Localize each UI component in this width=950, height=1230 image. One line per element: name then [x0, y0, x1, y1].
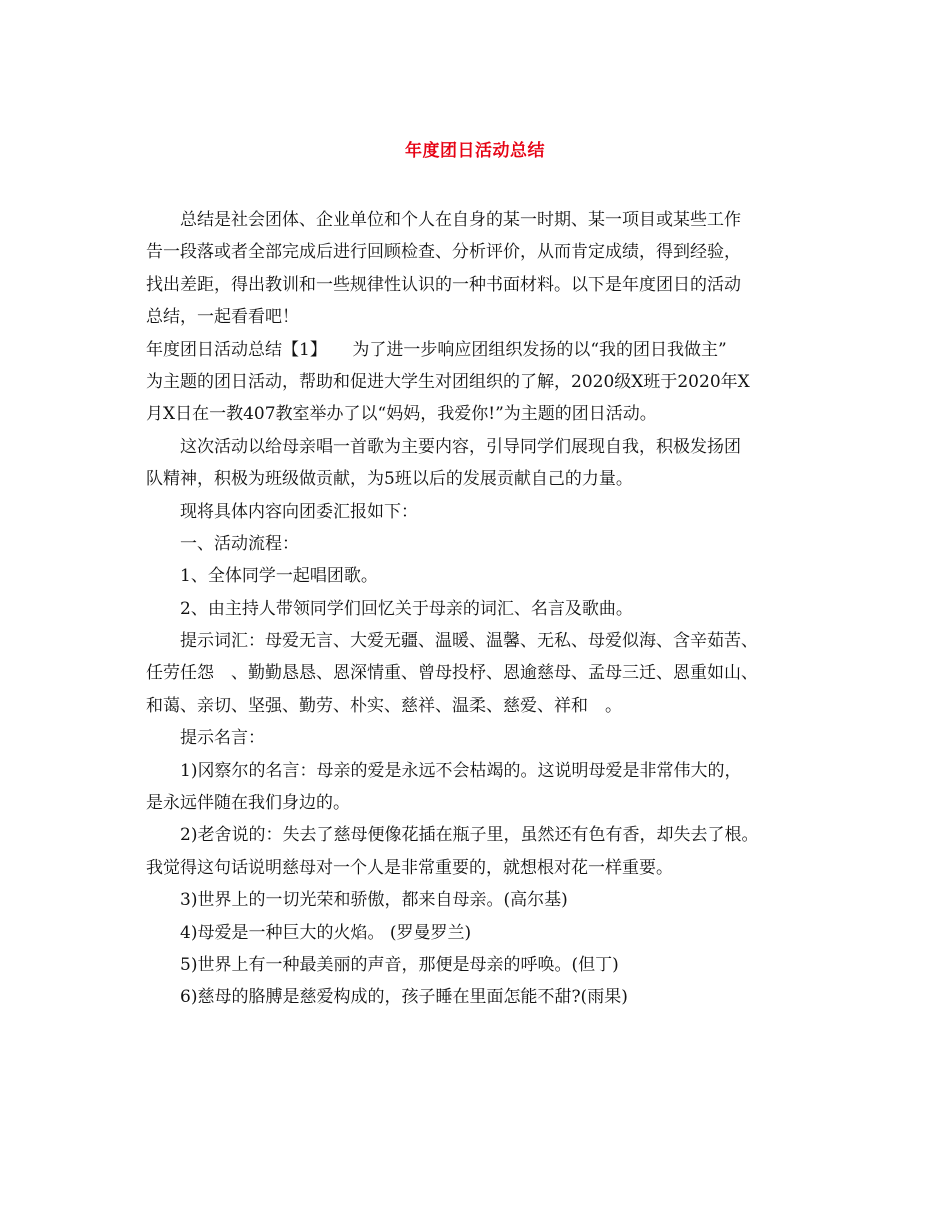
paragraph-line: 总结，一起看看吧！ [146, 307, 299, 328]
document-body [146, 204, 814, 1014]
paragraph-line: 月X日在一教407教室举办了以“妈妈，我爱你!”为主题的团日活动。 [146, 404, 657, 425]
paragraph-line: 2、由主持人带领同学们回忆关于母亲的词汇、名言及歌曲。 [180, 598, 633, 619]
paragraph-line: 我觉得这句话说明慈母对一个人是非常重要的，就想根对花一样重要。 [146, 857, 673, 878]
paragraph-line: 为主题的团日活动，帮助和促进大学生对团组织的了解，2020级X班于2020年X [146, 371, 750, 392]
paragraph-line: 任劳任怨 、勤勤恳恳、恩深情重、曾母投杼、恩逾慈母、孟母三迁、恩重如山、 [146, 663, 758, 684]
paragraph-line: 1)冈察尔的名言：母亲的爱是永远不会枯竭的。这说明母爱是非常伟大的， [180, 760, 742, 781]
paragraph-line: 4)母爱是一种巨大的火焰。 (罗曼罗兰) [180, 922, 472, 943]
paragraph-line: 现将具体内容向团委汇报如下： [180, 501, 418, 522]
paragraph-line: 找出差距，得出教训和一些规律性认识的一种书面材料。以下是年度团日的活动 [146, 274, 741, 295]
paragraph-line: 这次活动以给母亲唱一首歌为主要内容，引导同学们展现自我，积极发扬团 [180, 436, 741, 457]
paragraph-line: 3)世界上的一切光荣和骄傲，都来自母亲。(高尔基) [180, 890, 568, 911]
paragraph-line: 队精神，积极为班级做贡献，为5班以后的发展贡献自己的力量。 [146, 469, 633, 490]
paragraph-line: 6)慈母的胳膊是慈爱构成的，孩子睡在里面怎能不甜?(雨果) [180, 987, 628, 1008]
paragraph-line: 提示词汇：母爱无言、大爱无疆、温暖、温馨、无私、母爱似海、含辛茹苦、 [180, 631, 758, 652]
paragraph-line: 是永远伴随在我们身边的。 [146, 793, 350, 814]
paragraph-line: 1、全体同学一起唱团歌。 [180, 566, 378, 587]
document-title: 年度团日活动总结 [405, 141, 545, 161]
paragraph-line: 总结是社会团体、企业单位和个人在自身的某一时期、某一项目或某些工作 [180, 210, 741, 230]
paragraph-line: 提示名言： [180, 728, 265, 749]
paragraph-line: 告一段落或者全部完成后进行回顾检查、分析评价，从而肯定成绩，得到经验， [146, 242, 741, 263]
paragraph-line: 一、活动流程： [180, 533, 299, 554]
paragraph-line: 5)世界上有一种最美丽的声音，那便是母亲的呼唤。(但丁) [180, 954, 619, 975]
paragraph-line: 2)老舍说的：失去了慈母便像花插在瓶子里，虽然还有色有香，却失去了根。 [180, 825, 759, 846]
paragraph-line: 和蔼、亲切、坚强、勤劳、朴实、慈祥、温柔、慈爱、祥和 。 [146, 695, 622, 716]
paragraph-line: 年度团日活动总结【1】 为了进一步响应团组织发扬的以“我的团日我做主” [146, 339, 727, 360]
